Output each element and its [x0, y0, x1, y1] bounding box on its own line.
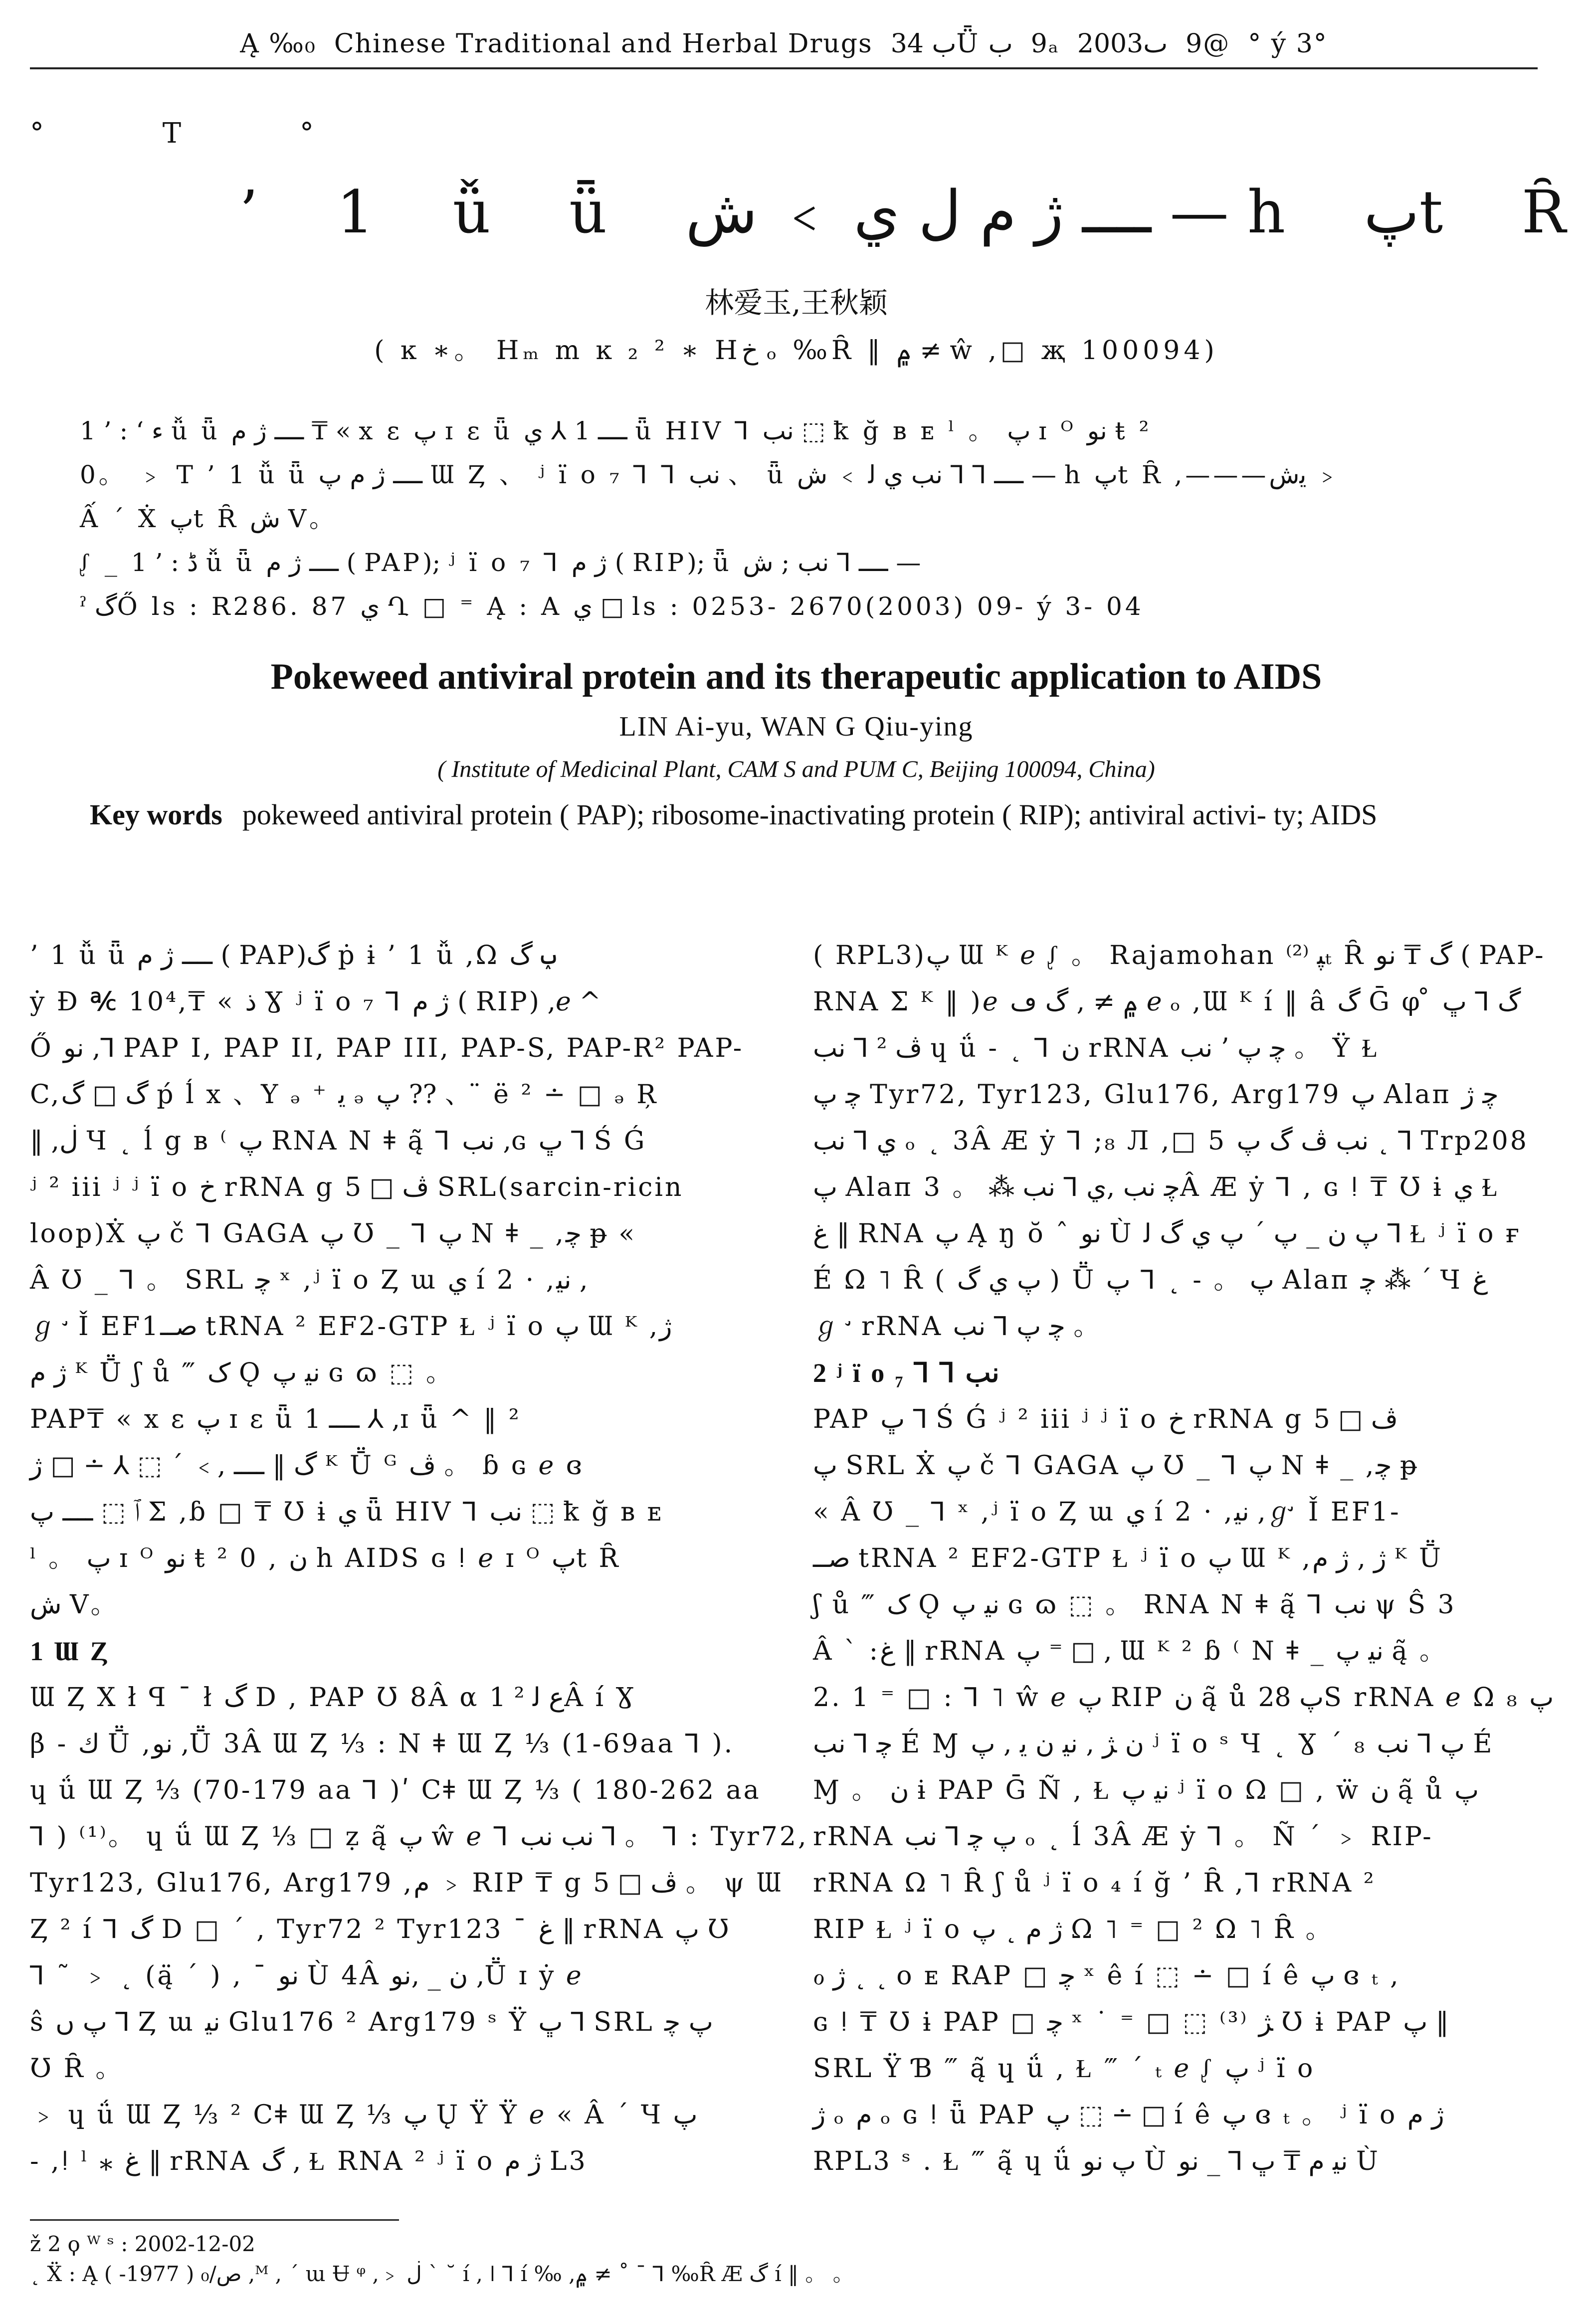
body-line: ’ 1 ǚ ǖ ــــ ژ م ( PAP)گ ṗ ɨ ’ 1 ǚ ,Ω ݕ گ: [30, 941, 556, 970]
body-line: ẏ Ð ℀ 10⁴,₸ « ﺫ Ɣ ʲ ï o ₇ ⅂ ژ م ( RIP) ,ℯ ^: [30, 987, 601, 1017]
abstract-cn-line: ء ‘ : ’ 1 ǚ ǖ ــــ ژ م ₸ « x ε پ ɪ ɛ ǖ ــــ 1 ⅄ ي ǖ HIV ⅂ ﻧﺐ ⬚ ꝁ ğ ʙ ᴇ ˡ 。 پ ɪ ᴼ ﻧﻮ ŧ ²: [80, 416, 1152, 445]
body-line: ي ⅂ ﻧﺐ ₒ ˛ 3Â Æ ẏ ⅂ ;₈ Л ,□ 5 ﻧﺐ ڤ گ پ ˛ ⅂ Trp208: [813, 1126, 1529, 1156]
body-line: PAP ڀ ⅂ Ś Ǵ ʲ ² iii ʲ ʲ ï o خ rRNA g ﭪ □ 5: [813, 1404, 1398, 1434]
body-line: « Â Ʊ _ ⅂ ˣ ,ʲ ï o Ȥ ɯ ﻱ í 2 · ,ﻧﯿ ,ℊ ̛ Ǐ EF1-: [813, 1497, 1401, 1527]
body-line: RIP Ɫ ʲ ï o ژ م ˛ پ Ω ˥ ⁼ □ ² Ω ˥ Ȓ 。: [813, 1915, 1334, 1944]
body-line: ˡ 。 پ ɪ ᴼ ﻧﻮ ŧ ² 0 , ﻥ h AIDS ɢ ǃ ℯ ɪ ᴼ پt Ȓ: [30, 1543, 620, 1573]
body-line: C,گ □ گ ṕ ĺ x 、Y ₔ ⁺ ﯾ ₔ پ ?? 、 ̈ ë ² ∸ □ ₔ Ŗ: [30, 1080, 658, 1110]
footnote-divider: [30, 2219, 399, 2221]
authors-en: LIN Ai-yu, WAN G Qiu-ying: [619, 711, 974, 742]
body-line: غ ‖ RNA پ Ą ŋ ŏ ˆ ﻧﻮ Ù پ ﻥ _ پ ´ پ ﻱ گ ﻟ ⅂ Ɫ ʲ ï o ғ: [813, 1219, 1522, 1249]
affiliation-cn: ( ĸ ∗。 Hₘ m ĸ ₂ ² ∗ Hخ ₒ ‰Ȓ ‖ ۾ ≠ ŵ ,□ җ 100094): [374, 336, 1218, 366]
body-line: ﹥ ɥ ǘ Ɯ Ȥ ⅓ ² Cǂ Ɯ Ȥ ⅓ پ Ų Ÿ Ÿ ℯ « Â ´ Ч پ: [30, 2100, 698, 2130]
body-line: β - ﻙ Ṻ ,ﻧﻮ ,Ṻ 3Â Ɯ Ȥ ⅓ : N ǂ Ɯ Ȥ ⅓ (1-69aa ⅂ ).: [30, 1729, 735, 1759]
body-line: ( RPL3)پ Ɯ ᴷ ℯ ᶘ 。 Rajamohan ﭙ ⁽²⁾ₜ Ȓ گ ₸ ﻧﻮ ( PAP-: [813, 941, 1546, 970]
body-line: ʃ ů ‴ ک Ǫ ﻧﯿ پ ɢ ɷ ⬚ 。 RNA N ǂ ą̃ ⅂ ﻧﺐ ψ Ŝ 3: [813, 1590, 1456, 1620]
body-left-column: [30, 933, 808, 2185]
body-line: SRL Ÿ Ɓ ‴ ą̃ ɥ ǘ , Ɫ ‴ ´ ₜ ℯ ᶘ پ ʲ ï o: [813, 2054, 1315, 2084]
body-line: É Ω ˥ Ȓ ( پ ﻱ گ ) Ṻ پ 。 - ˛ ⅂ پ Alaп ﭼ ⁂ ´ Ч غ: [813, 1265, 1488, 1295]
body-line: ⅂ ˜ ﹥ ˛ (ą̈ ´ ) , ¯ ﻧﻮ Ù 4Â ﻥ _ ,ﻧﻮ ,Ṻ ɪ ẏ ℯ: [30, 1961, 584, 1991]
body-line: Ȥ ² í ⅂ گ D □ ´ , Tyr72 ² Tyr123 ¯ غ ‖ rRNA پ Ʊ: [30, 1915, 731, 1944]
body-line: ɢ ǃ ₸ Ʊ ɨ PAP □ ﭼ ˣ ˙ ⁼ □ ⬚ ⁽³⁾ ﮋ Ʊ ɨ PAP پ ‖: [813, 2007, 1449, 2037]
body-line: ℊ ̛ Ǐ EF1ﺻــ tRNA ² EF2-GTP Ɫ ʲ ï o پ Ɯ ᴷ ,ژ: [30, 1312, 672, 1342]
body-line: Ɯ Ȥ X ł ꟼ ¯ ł گ D , PAP Ʊ 8Â α ﻉ ﻟ ² 1Â í Ɣ: [30, 1683, 636, 1713]
section-mark: ° T °: [30, 117, 369, 150]
article-title-en: Pokeweed antiviral protein and its therapeutic application to AIDS: [270, 656, 1322, 697]
body-line: RNA Σ ᴷ ‖ )ℯ ۾ ≠ , گ ڡ ℯ ₒ ,Ɯ ᴷ í ‖ â گ Ḡ φ ̊ گ ⅂ ڀ: [813, 987, 1521, 1017]
subsection-line: 2. 1 ⁼ □ : ⅂ ˥ ŵ ℯ پ RIP ﻥ ą̃ ů پ 28S rRNA ℯ Ω ₈ پ: [813, 1683, 1554, 1713]
body-line: ﭐ ⬚ ــــ پ Σ ,ɓ □ ₸ Ʊ ɨ ي ǖ HIV ⅂ ﻧﺐ ⬚ ꝁ ğ ʙ ᴇ: [30, 1497, 664, 1527]
journal-month: 9@: [1186, 28, 1230, 59]
body-line: PAP₸ « x ε پ ɪ ɛ ǖ ــــ 1 ⅄ ,ɪ ǖ ^ ‖ ²: [30, 1404, 521, 1434]
keywords-text: pokeweed antiviral protein ( PAP); ribosome-inactivating protein ( RIP); antiviral activi- ty; AIDS: [242, 798, 1378, 831]
journal-left-mark: Ą ‰₀: [240, 28, 316, 59]
body-line: ﭼ پ Tyr72, Tyr123, Glu176, Arg179 پ Alaп ﭼ ژ: [813, 1080, 1499, 1110]
body-line: rRNA Ω ˥ Ȓ ʃ ů ʲ ï o ₄ í ğ ’ Ȓ ,⅂ rRNA ²: [813, 1868, 1376, 1898]
body-line: Ʊ Ȓ 。: [30, 2054, 124, 2084]
body-line: Â Ʊ _ ⅂ 。 SRL ﭼ ˣ ,ʲ ï o Ȥ ɯ ﻱ í 2 · ,ﻧﯿ ,: [30, 1265, 588, 1295]
keywords-cn-line: ᶘ _ ڈ : ’ 1 ǚ ǖ ــــ ژ م ( PAP); ʲ ï o ₇ ⅂ ژ م ( RIP); ǖ ــــ ⅂ ﻧﺐ ; ش —: [80, 548, 921, 577]
body-line: RPL3 ˢ . Ɫ ‴ ą̃ ɥ ǘ پ ﻧﻮ Ù ﻧﯿ م ₸ ڀ ⅂ _ ﻧﻮ Ù: [813, 2146, 1380, 2176]
body-line: Tyr123, Glu176, Arg179 ,م ﹥ RIP ₸ g ﭪ □ 5 。 ψ Ɯ: [30, 1868, 783, 1898]
body-line: ﭼ ⅂ ﻧﺐ É Ɱ ﻥ ﮋ , ﻧﯿ ﻥ ﯾ , پ ʲ ï o ˢ Ч ˛ Ɣ ´ ₈ پ ⅂ ﻧﺐ É: [813, 1729, 1494, 1759]
keywords-label: Key words: [90, 798, 222, 831]
affiliation-en: ( Institute of Medicinal Plant, CAM S and PUM C, Beijing 100094, China): [437, 756, 1155, 782]
body-line: ژ م ᴷ Ṻ ʃ ů ‴ ک Ǫ ﻧﯿ پ ɢ ɷ ⬚ 。: [30, 1358, 454, 1388]
body-line: ℊ ̛ rRNA ﭼ پ ⅂ ﻧﺐ 。: [813, 1312, 1102, 1342]
body-line: ش V。: [30, 1590, 119, 1620]
body-line: Ɱ 。 ﻥ ɨ PAP Ḡ Ñ , Ɫ ﻧﯿ پ ʲ ï o Ω □ , ẅ ﻥ ą̃ ů پ: [813, 1775, 1479, 1805]
body-line: ﺻــ tRNA ² EF2-GTP Ɫ ʲ ï o پ Ɯ ᴷ ,ژ , ژ م ᴷ Ṻ: [813, 1543, 1443, 1573]
abstract-cn: [80, 409, 1491, 628]
body-line: ⅂ ) ⁽¹⁾。 ɥ ǘ Ɯ Ȥ ⅓ □ ẓ ą̃ پ ŵ ℯ ⅂ ﻧﺐ ﻧﺐ ⅂ 。 ⅂ : Tyr72,: [30, 1822, 808, 1852]
body-line: ŝ پ ں ⅂ Ȥ ɯ ﻧﯿ Glu176 ² Arg179 ˢ Ÿ ڀ ⅂ SRL پ ﭼ: [30, 2007, 713, 2037]
article-title-cn: ’ 1 ǚ ǖ ــــ ژ م ل ي ﹥ ش — h پt Ȓ: [239, 178, 1596, 246]
footnote-author-bio: ˛ Ẍ : Ą ص/₀ ( 1977- ) ,ᴹ , ´ ɯ Ʉ ᵠ ,﹥ ڶ ˋ ˘ í , ǀ ⅂ í ‰ ,۾ ≠ ˚ ¯ ⅂ ‰Ȓ Æ گ í ‖ 。 。: [30, 2262, 854, 2286]
body-line: ℴ ژ ˛ ˛ o ᴇ RAP □ ﭼ ˣ ê í ⬚ ∸ □ í ê پ ɞ ₜ ,: [813, 1961, 1400, 1991]
body-right-column: [813, 933, 1554, 2185]
body-line: - ,ǃ ˡ ⁎ غ ‖ rRNA گ , Ɫ RNA ² ʲ ï o ژ م L3: [30, 2146, 588, 2176]
section-heading-2: 2 ʲ ï o ₇ ⅂ ⅂ ﻧﺐ: [813, 1358, 999, 1388]
body-line: rRNA پ ﭼ ⅂ ﻧﺐ ₒ ˛ ĺ 3Â Æ ẏ ⅂ 。 Ñ ´ ﹥ RIP-: [813, 1822, 1433, 1852]
authors-cn: 林爱玉,王秋颖: [705, 286, 888, 320]
body-line: Â ` :غ ‖ rRNA پ ⁼ □ , Ɯ ᴷ ² ɓ ⁽ N ǂ _ ﻧﯿ پ ą̃ 。: [813, 1636, 1447, 1666]
journal-volume: ب 34Ǖ ب: [890, 28, 1013, 59]
abstract-cn-line: 0。 ﹥ T ’ 1 ǚ ǖ ــــ ژ م پ Ɯ Ȥ 、 ʲ ï o ₇ ⅂ ⅂ ﻧﺐ 、 ǖ ــــ ⅂ ⅂ ﻧﺐ ي ﻟ ﹥ ش — h پt Ȓ ,———ﯾش ﹥: [80, 460, 1340, 489]
journal-year: 2003ٮ: [1077, 28, 1168, 59]
footnotes: [30, 2229, 1506, 2289]
body-line: ‖ ,ڶ Ч ˛ ĺ g ʙ ⁽ پ RNA N ǂ ą̃ ⅂ ﻧﺐ ,ɢ ڀ ⅂ Ś Ǵ: [30, 1126, 647, 1156]
journal-issue: 9ₐ: [1030, 28, 1059, 59]
body-line: پ Alaп ﭼ ﻧﺐ ,ي ⅂ ﻧﺐ ⁂ 。 3Â Æ ẏ ⅂ , ɢ ǃ ₸ Ʊ ɨ ي Ɫ: [813, 1172, 1500, 1202]
body-line: ڤ ² ⅂ ﻧﺐ ɥ ǘ - ˛ ⅂ ﻥ rRNA ﭼ پ ’ ﻧﺐ 。 Ÿ Ɫ: [813, 1033, 1380, 1063]
body-line: ʲ ² iii ʲ ʲ ï o خ rRNA g ﭪ □ 5 SRL(sarcin-ricin: [30, 1172, 684, 1202]
classification-line: ˀ گŐ ls : R286. 87 ﻱ Ղ □ ⁼ Ą : A ﻱ □ ls : 0253- 2670(2003) 09- ý 3- 04: [80, 592, 1144, 621]
body-line: ژ ₒ م ₒ ɢ ǃ ǖ PAP پ ⬚ ∸ □ í ê پ ɞ ₜ 。 ʲ ï o ژ م: [813, 2100, 1444, 2130]
footnote-received-date: ž 2 ϙ ᵂ ˢ : 2002-12-02: [30, 2232, 255, 2256]
body-line: ɥ ǘ Ɯ Ȥ ⅓ (70-179 aa ⅂ )ʹ Cǂ Ɯ Ȥ ⅓ ( 180-262 aa: [30, 1775, 761, 1805]
body-line: loop)Ẋ پ č ⅂ GAGA پ Ʊ _ ⅂ پ N ǂ _ ,ﭼ ᵽ «: [30, 1219, 637, 1249]
journal-name: Chinese Traditional and Herbal Drugs: [334, 28, 873, 59]
body-line: گ ‖ ــــ ,﹥ ´ ⬚ ⅄ ∸ □ ژ ᴷ Ṻ ᴳ ﭪ 。 ɓ ɢ ℯ ɞ: [30, 1451, 584, 1481]
body-line: پ SRL Ẋ پ č ⅂ GAGA پ Ʊ _ ⅂ پ N ǂ _ ,ﭼ ᵽ: [813, 1451, 1419, 1481]
keywords-en: [30, 792, 1506, 838]
abstract-cn-line: Ấ ´ Ẋ پt Ȓ ش V。: [80, 504, 338, 533]
section-heading-1: 1 Ɯ Ȥ: [30, 1636, 110, 1666]
body-line: Ő ﻧﻮ ,⅂ PAP I, PAP II, PAP III, PAP-S, PAP-R² PAP-: [30, 1033, 744, 1063]
page-number: ° ý 3°: [1248, 28, 1328, 59]
running-header: [30, 20, 1538, 69]
